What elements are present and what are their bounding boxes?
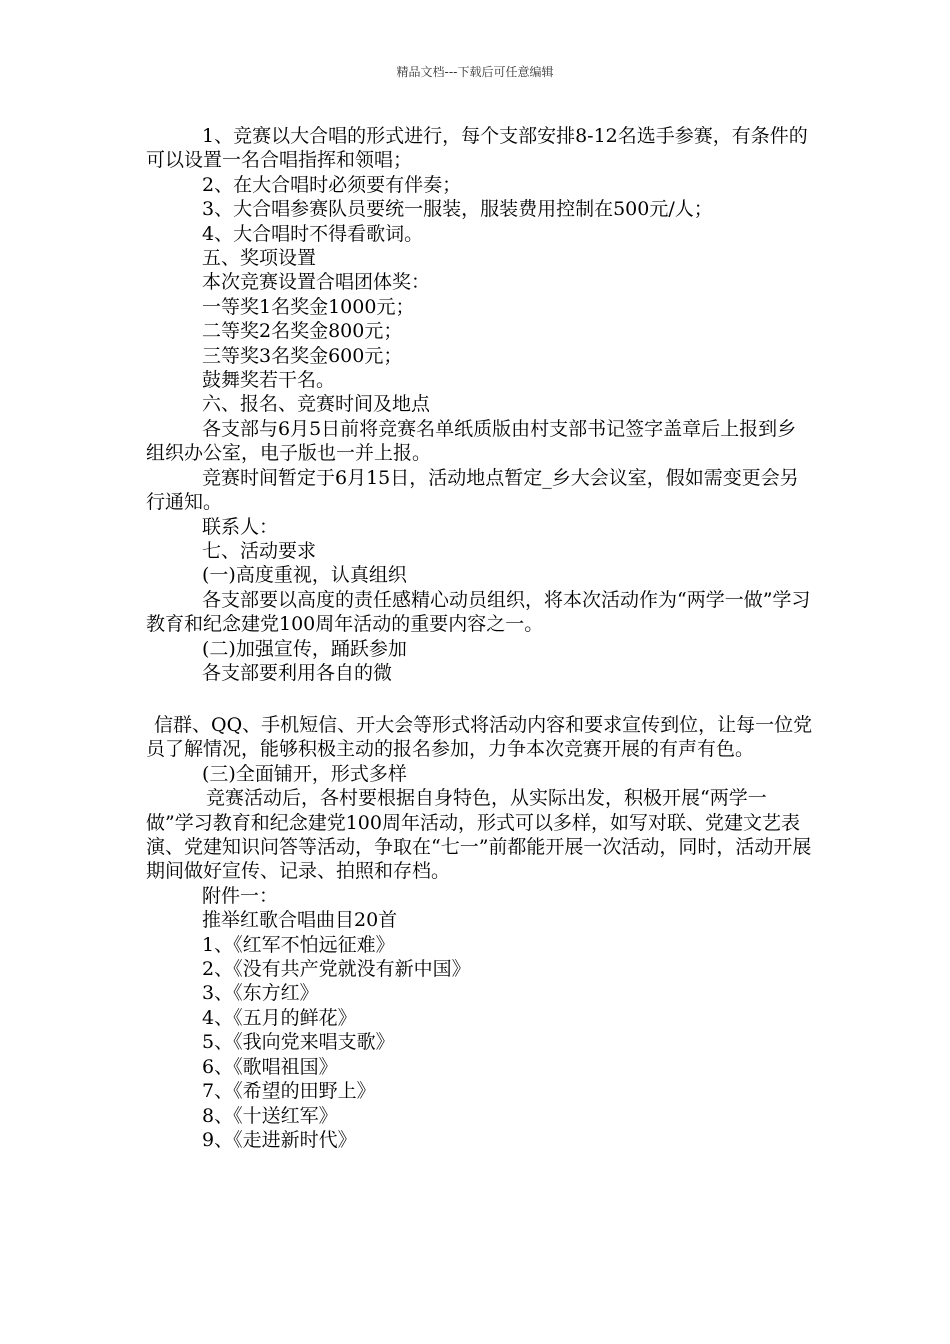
list-item-song-1: 1、《红军不怕远征难》 [202, 933, 395, 956]
list-item-song-8: 8、《十送红军》 [202, 1104, 338, 1127]
page-header: 精品文档---下载后可任意编辑 [396, 65, 554, 79]
subheading-requirement-3: (三)全面铺开，形式多样 [202, 762, 407, 785]
section-heading-awards: 五、奖项设置 [202, 247, 317, 270]
paragraph-competition-time: 竞赛时间暂定于6月15日，活动地点暂定_乡大会议室，假如需变更会另行通知。 [146, 466, 799, 514]
list-item-song-9: 9、《走进新时代》 [202, 1128, 357, 1151]
document-body-top [146, 124, 814, 685]
document-body-bottom [146, 713, 814, 1152]
list-item-song-4: 4、《五月的鲜花》 [202, 1006, 357, 1029]
paragraph-registration: 各支部与6月5日前将竞赛名单纸质版由村支部书记签字盖章后上报到乡组织办公室，电子版也一并上报。 [146, 417, 797, 465]
list-item-song-2: 2、《没有共产党就没有新中国》 [202, 958, 471, 981]
paragraph-requirement-3: 竞赛活动后，各村要根据自身特色，从实际出发，积极开展“两学一做”学习教育和纪念建党100周年活动，形式可以多样，如写对联、党建文艺表演、党建知识问答等活动，争取在“七一”前都能开展一次活动，同时，活动开展期间做好宣传、记录、拍照和存档。 [146, 787, 812, 883]
paragraph-rule-3: 3、大合唱参赛队员要统一服装，服装费用控制在500元/人； [202, 198, 713, 221]
subheading-requirement-1: (一)高度重视，认真组织 [202, 564, 407, 587]
paragraph-contact: 联系人： [202, 515, 279, 538]
list-item-song-7: 7、《希望的田野上》 [202, 1080, 376, 1103]
list-item-song-5: 5、《我向党来唱支歌》 [202, 1031, 395, 1054]
paragraph-requirement-2-start: 各支部要利用各自的微 [202, 661, 393, 684]
paragraph-second-prize: 二等奖2名奖金800元； [202, 320, 403, 343]
section-heading-requirements: 七、活动要求 [202, 539, 317, 562]
paragraph-awards-intro: 本次竞赛设置合唱团体奖： [202, 271, 431, 294]
paragraph-encouragement-prize: 鼓舞奖若干名。 [202, 369, 336, 392]
list-item-song-3: 3、《东方红》 [202, 982, 319, 1005]
list-item-song-6: 6、《歌唱祖国》 [202, 1055, 338, 1078]
section-heading-registration: 六、报名、竞赛时间及地点 [202, 393, 431, 416]
paragraph-song-list-title: 推举红歌合唱曲目20首 [202, 909, 398, 932]
paragraph-rule-1: 1、竞赛以大合唱的形式进行，每个支部安排8-12名选手参赛，有条件的可以设置一名合唱指挥和领唱； [146, 125, 808, 172]
paragraph-first-prize: 一等奖1名奖金1000元； [202, 295, 415, 318]
paragraph-requirement-1: 各支部要以高度的责任感精心动员组织，将本次活动作为“两学一做”学习教育和纪念建党100周年活动的重要内容之一。 [146, 588, 811, 636]
paragraph-requirement-2-continued: 信群、QQ、手机短信、开大会等形式将活动内容和要求宣传到位，让每一位党员了解情况，能够积极主动的报名参加，力争本次竞赛开展的有声有色。 [146, 714, 813, 761]
paragraph-attachment-label: 附件一： [202, 884, 279, 907]
paragraph-third-prize: 三等奖3名奖金600元； [202, 344, 403, 367]
subheading-requirement-2: (二)加强宣传，踊跃参加 [202, 637, 407, 660]
paragraph-rule-2: 2、在大合唱时必须要有伴奏； [202, 173, 462, 196]
paragraph-rule-4: 4、大合唱时不得看歌词。 [202, 222, 424, 245]
